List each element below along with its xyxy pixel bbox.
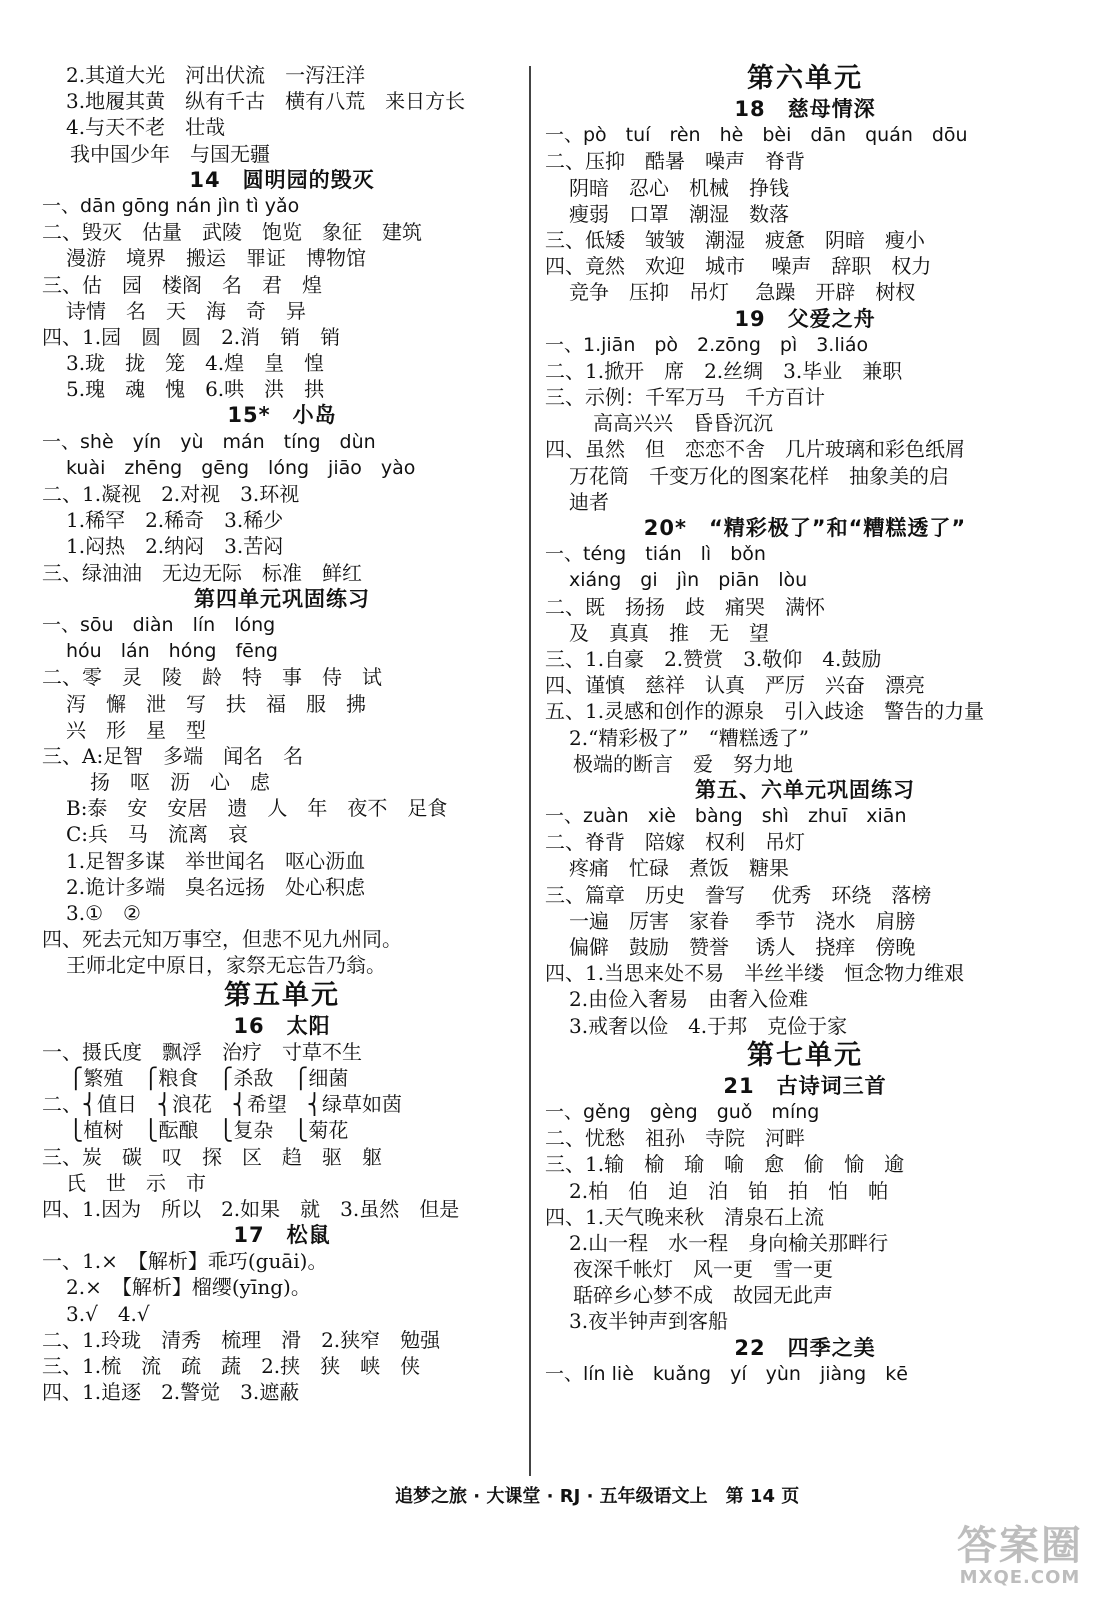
answer-line: 氏 世 示 市	[66, 1170, 206, 1195]
answer-line: 1.稀罕 2.稀奇 3.稀少	[66, 508, 284, 533]
answer-line: 3.珑 拢 笼 4.煌 皇 惶	[66, 351, 325, 376]
answer-line: 二、1.掀开 席 2.丝绸 3.毕业 兼职	[545, 358, 903, 383]
column-divider	[529, 66, 531, 1476]
answer-line: 万花筒 千变万化的图案花样 抽象美的启	[569, 463, 949, 488]
answer-line: 2.其道大光 河出伏流 一泻汪洋	[66, 63, 366, 87]
lesson-heading: 17 松鼠	[233, 1223, 331, 1248]
answer-line: 1.闷热 2.纳闷 3.苦闷	[66, 534, 284, 559]
pinyin-line: kuài zhēng gēng lóng jiāo yào	[66, 456, 416, 479]
pinyin-line: hóu lán hóng fēng	[66, 640, 278, 663]
answer-line: 阴暗 忍心 机械 挣钱	[569, 175, 789, 200]
lesson-heading: 20* “精彩极了”和“糟糕透了”	[643, 516, 967, 540]
answer-line: 诗情 名 天 海 奇 异	[66, 298, 306, 323]
answer-line: 三、示例：千军万马 千方百计	[545, 385, 825, 410]
answer-line: 二、压抑 酷暑 噪声 脊背	[545, 149, 805, 174]
pinyin-line: 一、dān gōng nán jìn tì yǎo	[42, 194, 300, 217]
pinyin-line: 一、zuàn xiè bàng shì zhuī xiān	[545, 805, 907, 828]
answer-line: 1.足智多谋 举世闻名 呕心沥血	[66, 848, 366, 873]
answer-line: 3.① ②	[66, 901, 141, 925]
answer-line: 二、忧愁 祖孙 寺院 河畔	[545, 1126, 805, 1151]
answer-line: 聒碎乡心梦不成 故园无此声	[573, 1283, 833, 1308]
answer-line: B:泰 安 安居 遗 人 年 夜不 足食	[66, 796, 448, 821]
answer-line: 二、1.凝视 2.对视 3.环视	[42, 482, 300, 506]
answer-line: 2.柏 伯 迫 泊 铂 拍 怕 帕	[569, 1178, 889, 1203]
answer-line: 疼痛 忙碌 煮饭 糖果	[569, 856, 789, 881]
page-footer: 追梦之旅 · 大课堂 · RJ · 五年级语文上 第 14 页	[395, 1486, 800, 1507]
answer-line: 三、篇章 历史 誊写 优秀 环绕 落榜	[545, 882, 932, 907]
right-answer-column	[545, 62, 1065, 1387]
lesson-heading: 22 四季之美	[734, 1335, 876, 1360]
answer-line: 王师北定中原日，家祭无忘告乃翁。	[66, 953, 386, 978]
pinyin-line: 一、lín liè kuǎng yí yùn jiàng kē	[545, 1362, 908, 1385]
lesson-heading: 14 圆明园的毁灭	[189, 167, 375, 192]
answer-line: 一遍 厉害 家眷 季节 浇水 肩膀	[569, 908, 916, 933]
answer-line: 高高兴兴 昏昏沉沉	[593, 411, 773, 436]
unit-heading: 第七单元	[747, 1039, 863, 1071]
lesson-heading: 第四单元巩固练习	[194, 586, 370, 611]
answer-line: 3.戒奢以俭 4.于邦 克俭于家	[569, 1013, 848, 1038]
answer-line: 五、1.灵感和创作的源泉 引入歧途 警告的力量	[545, 699, 985, 724]
answer-line: C:兵 马 流离 哀	[66, 822, 249, 847]
answer-line: 一、1.× 【解析】乖巧(guāi)。	[42, 1249, 328, 1274]
answer-line: 四、竟然 欢迎 城市 噪声 辞职 权力	[545, 254, 932, 279]
pinyin-line: 一、sōu diàn lín lóng	[42, 613, 276, 636]
answer-line: 三、炭 碳 叹 探 区 趋 驱 躯	[42, 1144, 382, 1169]
answer-line: 迪者	[569, 489, 609, 514]
answer-line: 一、摄氏度 飘浮 治疗 寸草不生	[42, 1039, 362, 1064]
answer-line: 3.√ 4.√	[66, 1301, 150, 1326]
answer-line: 二、1.玲珑 清秀 梳理 滑 2.狭窄 勉强	[42, 1327, 441, 1352]
answer-line: 四、虽然 但 恋恋不舍 几片玻璃和彩色纸屑	[545, 437, 965, 462]
answer-line: 三、1.自豪 2.赞赏 3.敬仰 4.鼓励	[545, 646, 882, 671]
watermark	[945, 1525, 1095, 1588]
answer-line: 4.与天不老 壮哉	[66, 115, 226, 140]
answer-line: 2.山一程 水一程 身向榆关那畔行	[569, 1230, 889, 1255]
answer-line: 三、A:足智 多端 闻名 名	[42, 743, 304, 768]
answer-line: 漫游 境界 搬运 罪证 博物馆	[66, 246, 366, 271]
lesson-heading: 16 太阳	[233, 1013, 331, 1038]
answer-line: 四、1.天气晚来秋 清泉石上流	[545, 1204, 825, 1229]
answer-line: 二、既 扬扬 歧 痛哭 满怀	[545, 594, 825, 619]
answer-line: 四、谨慎 慈祥 认真 严厉 兴奋 漂亮	[545, 673, 925, 698]
answer-line: 扬 呕 沥 心 虑	[90, 770, 270, 795]
answer-line: ⎧繁殖 ⎧粮食 ⎧杀敌 ⎧细菌	[42, 1065, 349, 1090]
answer-line: 四、1.园 圆 圆 2.消 销 销	[42, 324, 341, 349]
answer-line: 瘦弱 口罩 潮湿 数落	[569, 201, 789, 226]
answer-line: 极端的断言 爱 努力地	[573, 751, 793, 776]
lesson-heading: 21 古诗词三首	[723, 1073, 887, 1098]
answer-line: 三、绿油油 无边无际 标准 鲜红	[42, 560, 362, 585]
answer-line: 三、1.梳 流 疏 蔬 2.挟 狭 峡 侠	[42, 1354, 421, 1378]
answer-line: 夜深千帐灯 风一更 雪一更	[573, 1257, 833, 1282]
answer-line: 二、⎨值日 ⎨浪花 ⎨希望 ⎨绿草如茵	[42, 1092, 402, 1117]
answer-line: 2.由俭入奢易 由奢入俭难	[569, 987, 809, 1012]
lesson-heading: 19 父爱之舟	[734, 306, 876, 331]
pinyin-line: xiáng gi jìn piān lòu	[569, 569, 808, 592]
pinyin-line: 一、shè yín yù mán tíng dùn	[42, 430, 376, 453]
answer-line: 四、1.追逐 2.警觉 3.遮蔽	[42, 1380, 300, 1405]
unit-heading: 第五单元	[224, 979, 340, 1011]
pinyin-line: 一、pò tuí rèn hè bèi dān quán dōu	[545, 124, 968, 147]
answer-line: 及 真真 推 无 望	[569, 620, 769, 645]
answer-line: 泻 懈 泄 写 扶 福 服 拂	[66, 691, 366, 716]
lesson-heading: 15* 小岛	[227, 403, 337, 428]
answer-line: 三、1.输 榆 瑜 喻 愈 偷 愉 逾	[545, 1152, 905, 1177]
answer-line: 2.× 【解析】榴缨(yīng)。	[66, 1275, 311, 1300]
answer-line: 四、1.因为 所以 2.如果 就 3.虽然 但是	[42, 1196, 460, 1221]
answer-line: 二、零 灵 陵 龄 特 事 侍 试	[42, 665, 382, 690]
answer-line: 我中国少年 与国无疆	[70, 141, 270, 166]
lesson-heading: 18 慈母情深	[734, 97, 876, 121]
answer-line: 竞争 压抑 吊灯 急躁 开辟 树杈	[569, 280, 916, 305]
watermark-url: MXQE.COM	[959, 1567, 1081, 1588]
pinyin-line: 一、gěng gèng guǒ míng	[545, 1100, 820, 1123]
pinyin-line: 一、téng tián lì bǒn	[545, 543, 766, 566]
pinyin-line: 一、1.jiān pò 2.zōng pì 3.liáo	[545, 333, 869, 356]
answer-line: 5.瑰 魂 愧 6.哄 洪 拱	[66, 377, 325, 402]
unit-heading: 第六单元	[747, 63, 863, 94]
answer-line: 四、1.当思来处不易 半丝半缕 恒念物力维艰	[545, 961, 965, 986]
answer-line: ⎩植树 ⎩酝酿 ⎩复杂 ⎩菊花	[42, 1118, 349, 1143]
answer-line: 3.地履其黄 纵有千古 横有八荒 来日方长	[66, 89, 466, 114]
answer-line: 2.诡计多端 臭名远扬 处心积虑	[66, 874, 366, 899]
left-answer-column	[42, 62, 522, 1405]
answer-line: 四、死去元知万事空，但悲不见九州同。	[42, 927, 402, 952]
answer-line: 二、毁灭 估量 武陵 饱览 象征 建筑	[42, 220, 422, 245]
answer-line: 三、低矮 皱皱 潮湿 疲惫 阴暗 瘦小	[545, 227, 925, 252]
answer-line: 二、脊背 陪嫁 权利 吊灯	[545, 830, 805, 855]
answer-line: 偏僻 鼓励 赞誉 诱人 挠痒 傍晚	[569, 935, 916, 959]
watermark-logo: 答案圈	[957, 1523, 1083, 1569]
answer-line: 兴 形 星 型	[66, 717, 206, 742]
answer-line: 3.夜半钟声到客船	[569, 1309, 729, 1334]
lesson-heading: 第五、六单元巩固练习	[695, 777, 915, 802]
answer-line: 2.“精彩极了” “糟糕透了”	[569, 725, 809, 750]
answer-line: 三、估 园 楼阁 名 君 煌	[42, 272, 322, 297]
